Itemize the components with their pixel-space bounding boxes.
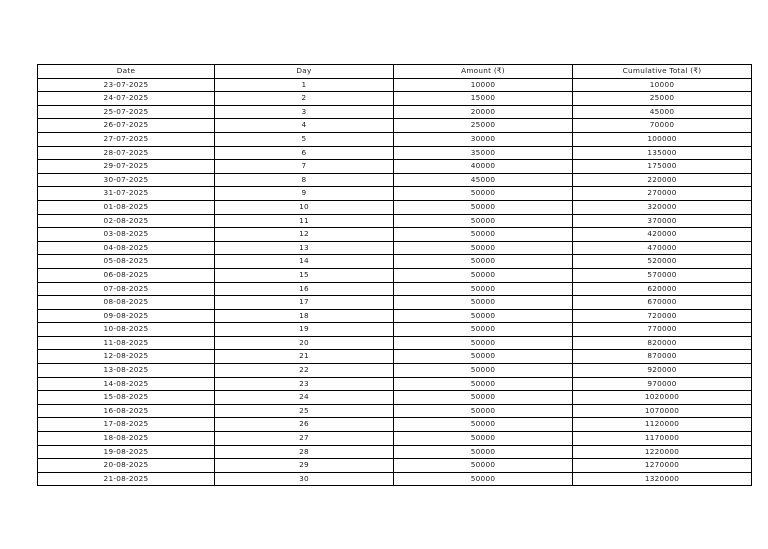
amount-cell: 35000 (394, 146, 573, 160)
amount-cell: 10000 (394, 78, 573, 92)
header-date: Date (38, 65, 215, 79)
day-cell: 28 (215, 445, 394, 459)
cumulative-total-cell: 520000 (573, 255, 752, 269)
amount-cell: 50000 (394, 404, 573, 418)
amount-cell: 50000 (394, 472, 573, 486)
date-cell: 07-08-2025 (38, 282, 215, 296)
date-cell: 14-08-2025 (38, 377, 215, 391)
table-row (38, 119, 752, 133)
cumulative-total-cell: 1170000 (573, 432, 752, 446)
table-row (38, 418, 752, 432)
amount-cell: 50000 (394, 459, 573, 473)
amount-cell: 40000 (394, 160, 573, 174)
date-cell: 05-08-2025 (38, 255, 215, 269)
table-row (38, 173, 752, 187)
table-row (38, 160, 752, 174)
amount-cell: 50000 (394, 445, 573, 459)
amount-cell: 50000 (394, 336, 573, 350)
amount-cell: 50000 (394, 214, 573, 228)
cumulative-total-cell: 100000 (573, 132, 752, 146)
day-cell: 21 (215, 350, 394, 364)
day-cell: 18 (215, 309, 394, 323)
cumulative-total-cell: 370000 (573, 214, 752, 228)
day-cell: 11 (215, 214, 394, 228)
table-body (38, 78, 752, 486)
table-row (38, 336, 752, 350)
cumulative-total-cell: 1020000 (573, 391, 752, 405)
cumulative-total-cell: 970000 (573, 377, 752, 391)
amount-cell: 50000 (394, 296, 573, 310)
cumulative-total-cell: 45000 (573, 105, 752, 119)
cumulative-total-cell: 570000 (573, 268, 752, 282)
date-cell: 27-07-2025 (38, 132, 215, 146)
date-cell: 29-07-2025 (38, 160, 215, 174)
cumulative-total-cell: 1120000 (573, 418, 752, 432)
cumulative-total-cell: 1270000 (573, 459, 752, 473)
header-day: Day (215, 65, 394, 79)
cumulative-total-cell: 1220000 (573, 445, 752, 459)
amount-cell: 50000 (394, 268, 573, 282)
table-row (38, 296, 752, 310)
amount-cell: 50000 (394, 255, 573, 269)
day-cell: 17 (215, 296, 394, 310)
date-cell: 06-08-2025 (38, 268, 215, 282)
cumulative-total-cell: 620000 (573, 282, 752, 296)
date-cell: 21-08-2025 (38, 472, 215, 486)
date-cell: 09-08-2025 (38, 309, 215, 323)
amount-cell: 50000 (394, 418, 573, 432)
date-cell: 31-07-2025 (38, 187, 215, 201)
table-row (38, 432, 752, 446)
date-cell: 20-08-2025 (38, 459, 215, 473)
cumulative-total-cell: 770000 (573, 323, 752, 337)
cumulative-total-cell: 270000 (573, 187, 752, 201)
day-cell: 27 (215, 432, 394, 446)
day-cell: 20 (215, 336, 394, 350)
amount-cell: 50000 (394, 187, 573, 201)
amount-cell: 20000 (394, 105, 573, 119)
table-row (38, 214, 752, 228)
table-row (38, 350, 752, 364)
table-row (38, 146, 752, 160)
cumulative-total-cell: 70000 (573, 119, 752, 133)
day-cell: 2 (215, 92, 394, 106)
day-cell: 29 (215, 459, 394, 473)
table-row (38, 472, 752, 486)
amount-cell: 45000 (394, 173, 573, 187)
amount-cell: 50000 (394, 350, 573, 364)
cumulative-total-cell: 420000 (573, 228, 752, 242)
amount-cell: 15000 (394, 92, 573, 106)
day-cell: 7 (215, 160, 394, 174)
day-cell: 3 (215, 105, 394, 119)
date-cell: 11-08-2025 (38, 336, 215, 350)
date-cell: 10-08-2025 (38, 323, 215, 337)
cumulative-total-cell: 135000 (573, 146, 752, 160)
date-cell: 28-07-2025 (38, 146, 215, 160)
day-cell: 16 (215, 282, 394, 296)
date-cell: 13-08-2025 (38, 364, 215, 378)
table-row (38, 200, 752, 214)
date-cell: 17-08-2025 (38, 418, 215, 432)
day-cell: 26 (215, 418, 394, 432)
date-cell: 19-08-2025 (38, 445, 215, 459)
cumulative-total-cell: 220000 (573, 173, 752, 187)
day-cell: 22 (215, 364, 394, 378)
cumulative-total-cell: 10000 (573, 78, 752, 92)
header-row (38, 65, 752, 79)
table-row (38, 404, 752, 418)
table-row (38, 241, 752, 255)
cumulative-total-cell: 1070000 (573, 404, 752, 418)
amount-cell: 30000 (394, 132, 573, 146)
date-cell: 01-08-2025 (38, 200, 215, 214)
day-cell: 10 (215, 200, 394, 214)
day-cell: 5 (215, 132, 394, 146)
date-cell: 25-07-2025 (38, 105, 215, 119)
amount-cell: 50000 (394, 364, 573, 378)
table-row (38, 309, 752, 323)
amount-cell: 25000 (394, 119, 573, 133)
amount-cell: 50000 (394, 228, 573, 242)
table-row (38, 78, 752, 92)
date-cell: 03-08-2025 (38, 228, 215, 242)
day-cell: 13 (215, 241, 394, 255)
cumulative-total-cell: 25000 (573, 92, 752, 106)
header-amount: Amount (₹) (394, 65, 573, 79)
cumulative-total-cell: 820000 (573, 336, 752, 350)
day-cell: 19 (215, 323, 394, 337)
day-cell: 6 (215, 146, 394, 160)
date-cell: 12-08-2025 (38, 350, 215, 364)
cumulative-total-cell: 720000 (573, 309, 752, 323)
table-row (38, 282, 752, 296)
table-row (38, 268, 752, 282)
cumulative-total-cell: 670000 (573, 296, 752, 310)
table-row (38, 105, 752, 119)
table-row (38, 187, 752, 201)
cumulative-total-cell: 175000 (573, 160, 752, 174)
table-row (38, 377, 752, 391)
date-cell: 18-08-2025 (38, 432, 215, 446)
day-cell: 14 (215, 255, 394, 269)
amount-cell: 50000 (394, 200, 573, 214)
table-row (38, 92, 752, 106)
day-cell: 1 (215, 78, 394, 92)
date-cell: 15-08-2025 (38, 391, 215, 405)
date-cell: 30-07-2025 (38, 173, 215, 187)
table-header (38, 65, 752, 79)
date-cell: 02-08-2025 (38, 214, 215, 228)
date-cell: 08-08-2025 (38, 296, 215, 310)
document-page (37, 64, 751, 486)
payment-schedule-table (37, 64, 752, 486)
day-cell: 9 (215, 187, 394, 201)
day-cell: 23 (215, 377, 394, 391)
day-cell: 4 (215, 119, 394, 133)
amount-cell: 50000 (394, 377, 573, 391)
table-row (38, 364, 752, 378)
header-cumulative-total: Cumulative Total (₹) (573, 65, 752, 79)
cumulative-total-cell: 920000 (573, 364, 752, 378)
amount-cell: 50000 (394, 309, 573, 323)
cumulative-total-cell: 1320000 (573, 472, 752, 486)
amount-cell: 50000 (394, 282, 573, 296)
table-row (38, 323, 752, 337)
date-cell: 24-07-2025 (38, 92, 215, 106)
amount-cell: 50000 (394, 323, 573, 337)
date-cell: 23-07-2025 (38, 78, 215, 92)
day-cell: 15 (215, 268, 394, 282)
day-cell: 12 (215, 228, 394, 242)
table-row (38, 391, 752, 405)
table-row (38, 445, 752, 459)
date-cell: 16-08-2025 (38, 404, 215, 418)
cumulative-total-cell: 870000 (573, 350, 752, 364)
table-row (38, 255, 752, 269)
day-cell: 30 (215, 472, 394, 486)
table-row (38, 132, 752, 146)
date-cell: 26-07-2025 (38, 119, 215, 133)
table-row (38, 228, 752, 242)
day-cell: 25 (215, 404, 394, 418)
cumulative-total-cell: 470000 (573, 241, 752, 255)
day-cell: 24 (215, 391, 394, 405)
date-cell: 04-08-2025 (38, 241, 215, 255)
amount-cell: 50000 (394, 432, 573, 446)
amount-cell: 50000 (394, 391, 573, 405)
day-cell: 8 (215, 173, 394, 187)
amount-cell: 50000 (394, 241, 573, 255)
cumulative-total-cell: 320000 (573, 200, 752, 214)
table-row (38, 459, 752, 473)
